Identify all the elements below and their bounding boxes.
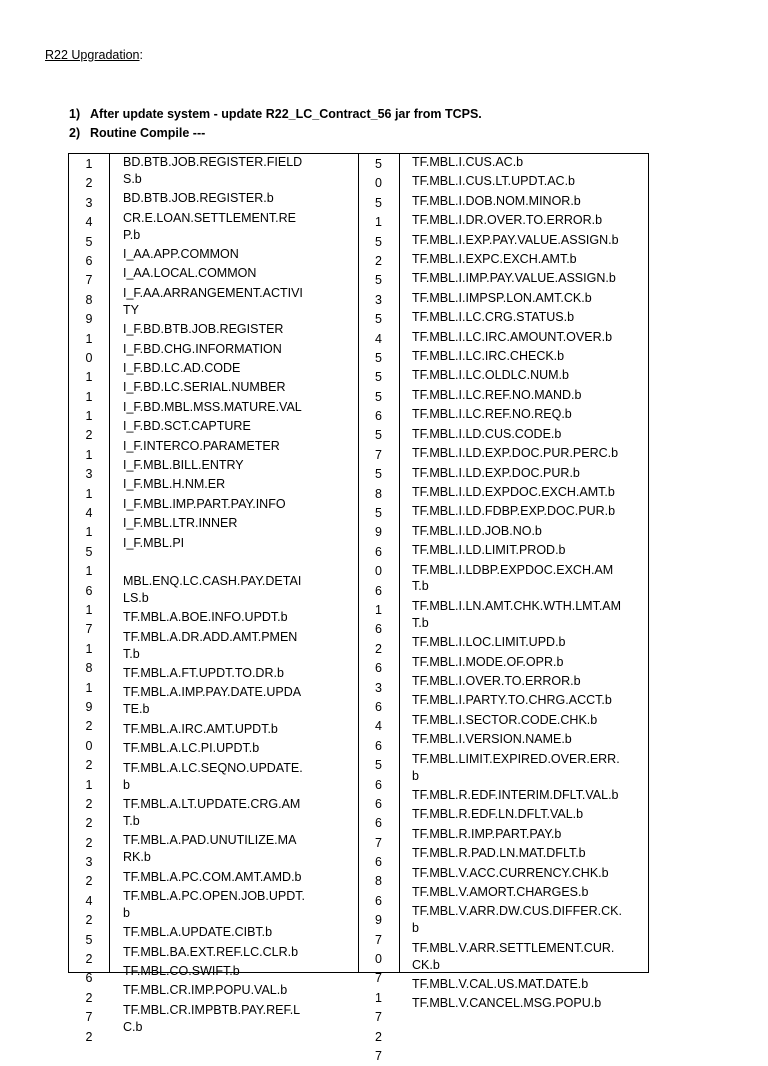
routine-name: I_AA.APP.COMMON bbox=[123, 247, 239, 262]
routine-name: TF.MBL.CR.IMPBTB.PAY.REF.LC.b bbox=[123, 1002, 301, 1034]
routine-name: TF.MBL.I.LD.EXP.DOC.PUR.PERC.b bbox=[412, 446, 619, 461]
row-number-digit: 2 bbox=[85, 816, 93, 831]
row-number-digit: 0 bbox=[85, 350, 93, 365]
routine-name: I_F.MBL.IMP.PART.PAY.INFO bbox=[123, 496, 286, 511]
row-number-digit: 1 bbox=[85, 777, 93, 792]
routine-name: TF.MBL.A.PC.COM.AMT.AMD.b bbox=[123, 869, 302, 884]
routine-name: TF.MBL.I.LOC.LIMIT.UPD.b bbox=[412, 635, 566, 650]
routine-name: TF.MBL.V.CAL.US.MAT.DATE.b bbox=[412, 976, 589, 991]
row-number-digit: 5 bbox=[375, 758, 382, 773]
routine-name: I_F.BD.LC.AD.CODE bbox=[123, 360, 241, 375]
row-number-digit: 6 bbox=[85, 583, 93, 598]
routine-name: I_F.MBL.H.NM.ER bbox=[123, 477, 226, 492]
routine-table bbox=[68, 153, 649, 1063]
routine-name: TF.MBL.I.DOB.NOM.MINOR.b bbox=[412, 193, 581, 208]
row-number-digit: 2 bbox=[375, 641, 382, 656]
routine-name: TF.MBL.BA.EXT.REF.LC.CLR.b bbox=[123, 944, 299, 959]
row-number-digit: 4 bbox=[85, 506, 93, 521]
row-number-digit: 2 bbox=[85, 758, 93, 773]
row-number-digit: 7 bbox=[375, 1048, 382, 1063]
row-number-digit: 1 bbox=[375, 215, 382, 230]
row-number-digit: 1 bbox=[85, 641, 93, 656]
routine-name: TF.MBL.R.PAD.LN.MAT.DFLT.b bbox=[412, 846, 586, 861]
row-number-digit: 6 bbox=[375, 816, 382, 831]
routine-name: TF.MBL.A.LC.PI.UPDT.b bbox=[123, 741, 260, 756]
row-number-digit: 9 bbox=[375, 525, 382, 540]
routine-name: TF.MBL.I.LD.CUS.CODE.b bbox=[412, 426, 562, 441]
routine-name: TF.MBL.I.IMPSP.LON.AMT.CK.b bbox=[412, 290, 592, 305]
row-number-digit: 7 bbox=[85, 273, 93, 288]
row-number-digit: 8 bbox=[375, 874, 382, 889]
routine-name: TF.MBL.V.CANCEL.MSG.POPU.b bbox=[412, 996, 602, 1011]
routine-name: TF.MBL.A.IRC.AMT.UPDT.b bbox=[123, 721, 278, 736]
row-number-digit: 5 bbox=[375, 234, 382, 249]
routine-name: TF.MBL.CO.SWIFT.b bbox=[123, 964, 240, 979]
routine-name: BD.BTB.JOB.REGISTER.FIELDS.b bbox=[123, 155, 303, 186]
title-colon: : bbox=[139, 48, 143, 62]
routine-name: I_F.AA.ARRANGEMENT.ACTIVITY bbox=[123, 285, 303, 317]
routine-name: I_F.BD.MBL.MSS.MATURE.VAL bbox=[123, 399, 302, 414]
routine-name: TF.MBL.I.LD.FDBP.EXP.DOC.PUR.b bbox=[412, 504, 616, 519]
routine-name: TF.MBL.A.LC.SEQNO.UPDATE.b bbox=[123, 760, 303, 792]
left-routine-column bbox=[123, 154, 305, 1034]
step-number: 2) bbox=[69, 126, 81, 140]
blank-row bbox=[123, 554, 305, 573]
routine-name: I_AA.LOCAL.COMMON bbox=[123, 266, 257, 281]
row-number-digit: 7 bbox=[375, 1010, 382, 1025]
routine-name: I_F.BD.SCT.CAPTURE bbox=[123, 419, 251, 434]
row-number-digit: 1 bbox=[85, 602, 93, 617]
row-number-digit: 0 bbox=[375, 564, 382, 579]
routine-name: TF.MBL.I.CUS.LT.UPDT.AC.b bbox=[412, 174, 575, 189]
step-item bbox=[69, 124, 482, 143]
row-number-digit: 6 bbox=[375, 583, 382, 598]
row-number-digit: 7 bbox=[375, 971, 382, 986]
column-divider bbox=[399, 154, 400, 972]
row-number-digit: 9 bbox=[85, 699, 93, 714]
routine-name: TF.MBL.I.SECTOR.CODE.CHK.b bbox=[412, 712, 598, 727]
routine-name: TF.MBL.V.AMORT.CHARGES.b bbox=[412, 884, 589, 899]
row-number-digit: 2 bbox=[85, 835, 93, 850]
routine-name: I_F.MBL.LTR.INNER bbox=[123, 516, 238, 531]
row-number-digit: 1 bbox=[85, 331, 93, 346]
routine-name: TF.MBL.A.LT.UPDATE.CRG.AMT.b bbox=[123, 796, 301, 828]
right-number-column bbox=[358, 154, 399, 1063]
row-number-digit: 5 bbox=[375, 389, 382, 404]
row-number-digit: 1 bbox=[85, 370, 93, 385]
routine-name: TF.MBL.A.BOE.INFO.UPDT.b bbox=[123, 610, 288, 625]
row-number-digit: 7 bbox=[85, 1010, 93, 1025]
routine-name: TF.MBL.I.LD.JOB.NO.b bbox=[412, 523, 542, 538]
row-number-digit: 2 bbox=[85, 719, 93, 734]
routine-name: CR.E.LOAN.SETTLEMENT.REP.b bbox=[123, 210, 296, 242]
routine-name: I_F.BD.BTB.JOB.REGISTER bbox=[123, 322, 284, 337]
routine-name: TF.MBL.A.IMP.PAY.DATE.UPDATE.b bbox=[123, 685, 302, 717]
row-number-digit: 6 bbox=[375, 893, 382, 908]
routine-name: TF.MBL.I.LD.EXP.DOC.PUR.b bbox=[412, 465, 580, 480]
row-number-digit: 2 bbox=[85, 796, 93, 811]
routine-name: I_F.INTERCO.PARAMETER bbox=[123, 438, 280, 453]
row-number-digit: 2 bbox=[85, 990, 93, 1005]
row-number-digit: 6 bbox=[375, 738, 382, 753]
routine-name: I_F.BD.LC.SERIAL.NUMBER bbox=[123, 380, 286, 395]
routine-name: TF.MBL.I.EXP.PAY.VALUE.ASSIGN.b bbox=[412, 232, 619, 247]
row-number-digit: 5 bbox=[375, 428, 382, 443]
row-number-digit: 6 bbox=[375, 777, 382, 792]
routine-name: TF.MBL.A.PAD.UNUTILIZE.MARK.b bbox=[123, 833, 297, 865]
row-number-digit: 5 bbox=[375, 157, 382, 171]
document-title bbox=[45, 47, 143, 63]
routine-name: BD.BTB.JOB.REGISTER.b bbox=[123, 191, 274, 206]
routine-name: TF.MBL.R.EDF.INTERIM.DFLT.VAL.b bbox=[412, 787, 619, 802]
row-number-digit: 5 bbox=[375, 273, 382, 288]
routine-name: TF.MBL.I.OVER.TO.ERROR.b bbox=[412, 673, 581, 688]
routine-name: TF.MBL.I.LD.EXPDOC.EXCH.AMT.b bbox=[412, 484, 615, 499]
routine-name: TF.MBL.CR.IMP.POPU.VAL.b bbox=[123, 983, 288, 998]
row-number-digit: 3 bbox=[85, 195, 93, 210]
routine-name: TF.MBL.I.LC.IRC.CHECK.b bbox=[412, 349, 565, 364]
routine-name: TF.MBL.I.PARTY.TO.CHRG.ACCT.b bbox=[412, 693, 612, 708]
row-number-digit: 1 bbox=[85, 157, 93, 171]
routine-name: I_F.BD.CHG.INFORMATION bbox=[123, 341, 282, 356]
row-number-digit: 1 bbox=[85, 409, 93, 424]
row-number-digit: 6 bbox=[375, 544, 382, 559]
row-number-digit: 5 bbox=[375, 370, 382, 385]
routine-name: TF.MBL.I.IMP.PAY.VALUE.ASSIGN.b bbox=[412, 271, 616, 286]
row-number-digit: 6 bbox=[375, 855, 382, 870]
right-routine-column bbox=[412, 154, 622, 1011]
step-number: 1) bbox=[69, 107, 81, 121]
row-number-digit: 1 bbox=[85, 389, 93, 404]
routine-name: TF.MBL.I.MODE.OF.OPR.b bbox=[412, 654, 564, 669]
column-divider bbox=[109, 154, 110, 972]
routine-name: TF.MBL.I.DR.OVER.TO.ERROR.b bbox=[412, 213, 603, 228]
row-number-digit: 6 bbox=[375, 622, 382, 637]
row-number-digit: 1 bbox=[85, 486, 93, 501]
row-number-digit: 6 bbox=[85, 971, 93, 986]
routine-name: TF.MBL.V.ARR.SETTLEMENT.CUR.CK.b bbox=[412, 940, 615, 972]
routine-name: TF.MBL.I.LC.OLDLC.NUM.b bbox=[412, 368, 569, 383]
row-number-digit: 0 bbox=[375, 952, 382, 967]
title-text: R22 Upgradation bbox=[45, 48, 140, 62]
routine-name: TF.MBL.I.LDBP.EXPDOC.EXCH.AMT.b bbox=[412, 562, 614, 594]
row-number-digit: 6 bbox=[375, 661, 382, 676]
routine-name: TF.MBL.I.LD.LIMIT.PROD.b bbox=[412, 543, 566, 558]
routine-name: TF.MBL.I.LC.CRG.STATUS.b bbox=[412, 310, 575, 325]
row-number-digit: 1 bbox=[85, 564, 93, 579]
row-number-digit: 5 bbox=[85, 932, 93, 947]
row-number-digit: 0 bbox=[85, 738, 93, 753]
routine-name: TF.MBL.I.LC.REF.NO.MAND.b bbox=[412, 387, 582, 402]
row-number-digit: 7 bbox=[375, 447, 382, 462]
routine-name: TF.MBL.I.VERSION.NAME.b bbox=[412, 732, 572, 747]
row-number-digit: 2 bbox=[85, 1029, 93, 1044]
row-number-digit: 0 bbox=[375, 176, 382, 191]
row-number-digit: 2 bbox=[85, 428, 93, 443]
row-number-digit: 4 bbox=[375, 331, 382, 346]
row-number-digit: 2 bbox=[85, 874, 93, 889]
row-number-digit: 8 bbox=[375, 486, 382, 501]
row-number-digit: 5 bbox=[85, 544, 93, 559]
routine-name: TF.MBL.I.LC.REF.NO.REQ.b bbox=[412, 407, 572, 422]
routine-name: TF.MBL.A.DR.ADD.AMT.PMENT.b bbox=[123, 629, 298, 661]
left-number-column bbox=[69, 154, 109, 1044]
row-number-digit: 5 bbox=[375, 467, 382, 482]
step-text: After update system - update R22_LC_Contract_56 jar from TCPS. bbox=[90, 107, 482, 121]
row-number-digit: 7 bbox=[375, 835, 382, 850]
routine-name: I_F.MBL.BILL.ENTRY bbox=[123, 458, 244, 472]
row-number-digit: 3 bbox=[375, 292, 382, 307]
row-number-digit: 7 bbox=[85, 622, 93, 637]
row-number-digit: 1 bbox=[85, 525, 93, 540]
row-number-digit: 4 bbox=[375, 719, 382, 734]
row-number-digit: 6 bbox=[375, 699, 382, 714]
row-number-digit: 9 bbox=[375, 913, 382, 928]
row-number-digit: 2 bbox=[85, 952, 93, 967]
routine-name: TF.MBL.V.ACC.CURRENCY.CHK.b bbox=[412, 865, 609, 880]
row-number-digit: 1 bbox=[375, 990, 382, 1005]
row-number-digit: 1 bbox=[85, 680, 93, 695]
row-number-digit: 1 bbox=[85, 447, 93, 462]
row-number-digit: 2 bbox=[375, 1029, 382, 1044]
row-number-digit: 5 bbox=[375, 195, 382, 210]
steps-list bbox=[69, 105, 482, 143]
routine-name: TF.MBL.R.IMP.PART.PAY.b bbox=[412, 826, 562, 841]
row-number-digit: 3 bbox=[85, 467, 93, 482]
routine-name: TF.MBL.I.EXPC.EXCH.AMT.b bbox=[412, 252, 577, 267]
routine-name: TF.MBL.V.ARR.DW.CUS.DIFFER.CK.b bbox=[412, 904, 622, 936]
row-number-digit: 2 bbox=[85, 176, 93, 191]
row-number-digit: 5 bbox=[375, 506, 382, 521]
row-number-digit: 8 bbox=[85, 661, 93, 676]
row-number-digit: 6 bbox=[375, 796, 382, 811]
row-number-digit: 6 bbox=[375, 409, 382, 424]
row-number-digit: 4 bbox=[85, 893, 93, 908]
routine-name: TF.MBL.LIMIT.EXPIRED.OVER.ERR.b bbox=[412, 751, 620, 783]
row-number-digit: 5 bbox=[375, 350, 382, 365]
routine-name: TF.MBL.I.LN.AMT.CHK.WTH.LMT.AMT.b bbox=[412, 598, 622, 630]
row-number-digit: 1 bbox=[375, 602, 382, 617]
step-text: Routine Compile --- bbox=[90, 126, 206, 140]
row-number-digit: 6 bbox=[85, 253, 93, 268]
row-number-digit: 4 bbox=[85, 215, 93, 230]
routine-name: TF.MBL.A.PC.OPEN.JOB.UPDT.b bbox=[123, 888, 305, 920]
routine-name: I_F.MBL.PI bbox=[123, 535, 185, 550]
row-number-digit: 3 bbox=[375, 680, 382, 695]
row-number-digit: 3 bbox=[85, 855, 93, 870]
routine-name: MBL.ENQ.LC.CASH.PAY.DETAILS.b bbox=[123, 574, 302, 605]
row-number-digit: 5 bbox=[375, 312, 382, 327]
routine-name: TF.MBL.A.FT.UPDT.TO.DR.b bbox=[123, 666, 284, 681]
row-number-digit: 8 bbox=[85, 292, 93, 307]
step-item bbox=[69, 105, 482, 124]
routine-name: TF.MBL.I.LC.IRC.AMOUNT.OVER.b bbox=[412, 329, 613, 344]
row-number-digit: 7 bbox=[375, 932, 382, 947]
row-number-digit: 2 bbox=[375, 253, 382, 268]
routine-name: TF.MBL.R.EDF.LN.DFLT.VAL.b bbox=[412, 807, 584, 822]
row-number-digit: 5 bbox=[85, 234, 93, 249]
routine-name: TF.MBL.I.CUS.AC.b bbox=[412, 155, 524, 169]
row-number-digit: 9 bbox=[85, 312, 93, 327]
routine-name: TF.MBL.A.UPDATE.CIBT.b bbox=[123, 925, 273, 940]
row-number-digit: 2 bbox=[85, 913, 93, 928]
